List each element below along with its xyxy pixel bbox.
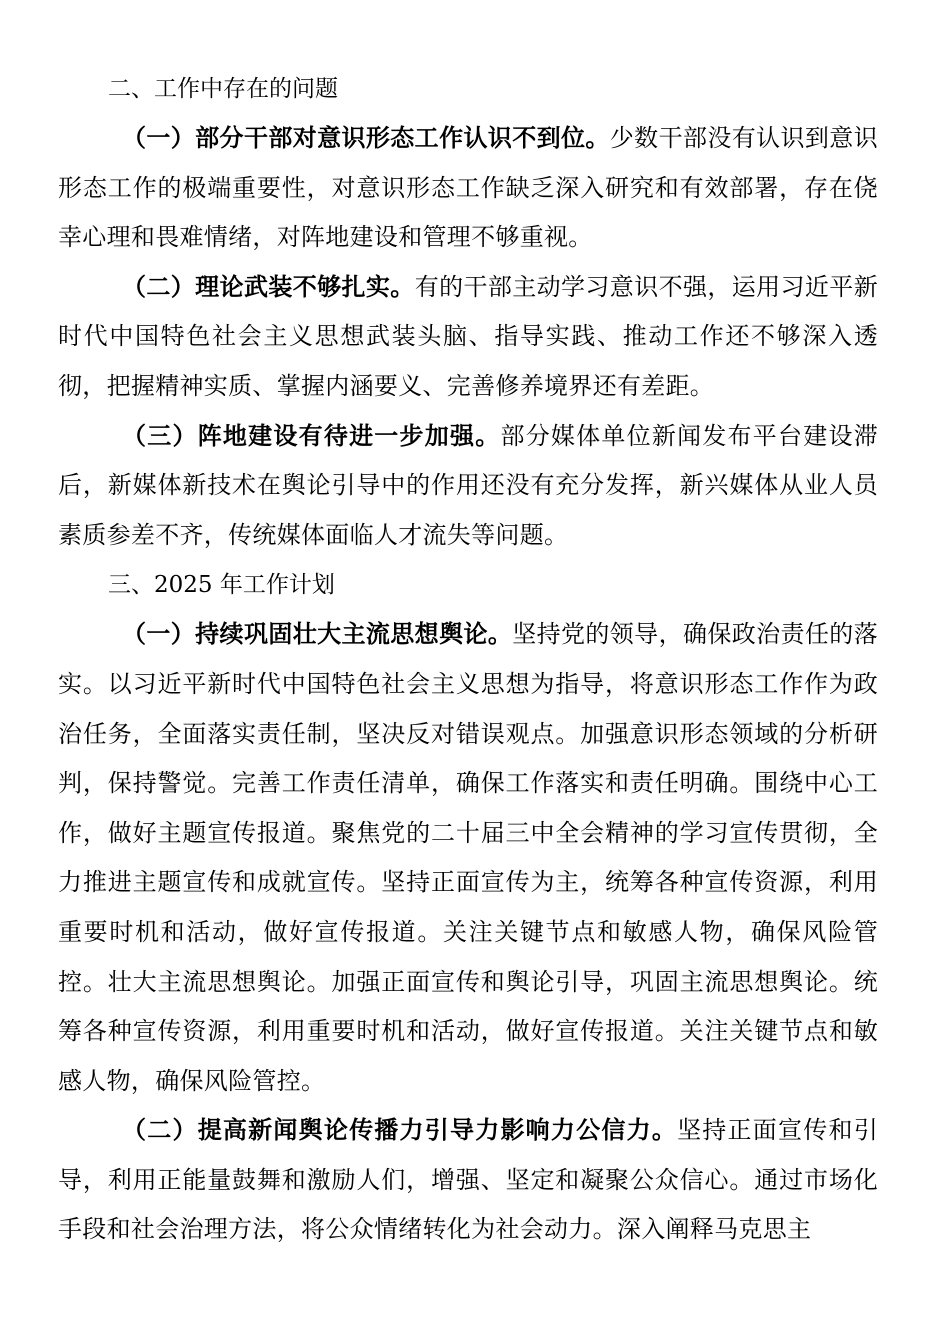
paragraph-title: （一）持续巩固壮大主流思想舆论。: [122, 620, 513, 649]
paragraph-title: （二）理论武装不够扎实。: [122, 272, 415, 301]
paragraph-body: 有的干部主动学习意识不强，运用习近平新时代中国特色社会主义思想武装头脑、指导实践、推动工作还不够深入透彻，把握精神实质、掌握内涵要义、完善修养境界还有差距。: [58, 272, 878, 400]
paragraph-problem-3: [58, 412, 878, 561]
paragraph-title: （一）部分干部对意识形态工作认识不到位。: [122, 124, 610, 152]
paragraph-title: （三）阵地建设有待进一步加强。: [122, 421, 501, 450]
paragraph-body: 少数干部没有认识到意识形态工作的极端重要性，对意识形态工作缺乏深入研究和有效部署，存在侥幸心理和畏难情绪，对阵地建设和管理不够重视。: [58, 124, 878, 252]
paragraph-plan-2: [58, 1106, 878, 1255]
paragraph-body: 坚持正面宣传和引导，利用正能量鼓舞和激励人们，增强、坚定和凝聚公众信心。通过市场化手段和社会治理方法，将公众情绪转化为社会动力。深入阐释马克思主: [58, 1116, 878, 1244]
paragraph-plan-1: [58, 610, 878, 1106]
document-page: [58, 64, 878, 1255]
paragraph-title: （二）提高新闻舆论传播力引导力影响力公信力。: [122, 1116, 678, 1145]
paragraph-problem-2: [58, 263, 878, 412]
section-heading-problems: 二、工作中存在的问题: [108, 76, 338, 102]
paragraph-body: 坚持党的领导，确保政治责任的落实。以习近平新时代中国特色社会主义思想为指导，将意识形态工作作为政治任务，全面落实责任制，坚决反对错误观点。加强意识形态领域的分析研判，保持警觉。完善工作责任清单，确保工作落实和责任明确。围绕中心工作，做好主题宣传报道。聚焦党的二十届三中全会精神的学习宣传贯彻，全力推进主题宣传和成就宣传。坚持正面宣传为主，统筹各种宣传资源，利用重要时机和活动，做好宣传报道。关注关键节点和敏感人物，确保风险管控。壮大主流思想舆论。加强正面宣传和舆论引导，巩固主流思想舆论。统筹各种宣传资源，利用重要时机和活动，做好宣传报道。关注关键节点和敏感人物，确保风险管控。: [58, 620, 878, 1095]
section-heading-plan: 三、2025 年工作计划: [108, 572, 335, 599]
paragraph-body: 部分媒体单位新闻发布平台建设滞后，新媒体新技术在舆论引导中的作用还没有充分发挥，新兴媒体从业人员素质参差不齐，传统媒体面临人才流失等问题。: [58, 421, 879, 549]
paragraph-problem-1: [58, 114, 878, 263]
